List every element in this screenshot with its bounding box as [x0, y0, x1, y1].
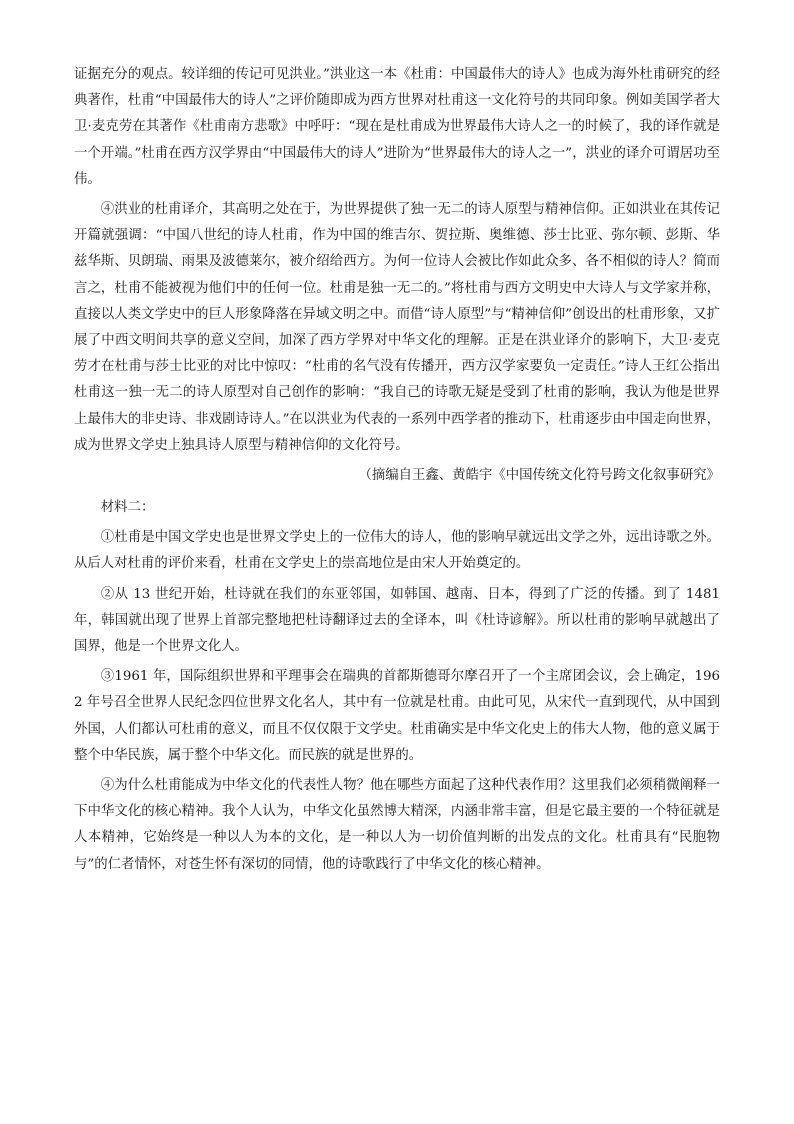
material-two-paragraph-1: ①杜甫是中国文学史也是世界文学史上的一位伟大的诗人，他的影响早就远出文学之外，远出诗歌之外。从后人对杜甫的评价来看，杜甫在文学史上的崇高地位是由宋人开始奠定的。	[74, 530, 720, 572]
paragraph-4: ④洪业的杜甫译介，其高明之处在于，为世界提供了独一无二的诗人原型与精神信仰。正如洪业在其传记开篇就强调：“中国八世纪的诗人杜甫，作为中国的维吉尔、贺拉斯、奥维德、莎士比亚、弥尔顿、彭斯、华兹华斯、贝朗瑞、雨果及波德莱尔，被介绍给西方。为何一位诗人会被比作如此众多、各不相似的诗人？简而言之，杜甫不能被视为他们中的任何一位。杜甫是独一无二的。”将杜甫与西方文明史中大诗人与文学家并称，直接以人类文学史中的巨人形象降落在异域文明之中。而借“诗人原型”与“精神信仰”创设出的杜甫形象，又扩展了中西文明间共享的意义空间，加深了西方学界对中华文化的理解。正是在洪业译介的影响下，大卫·麦克劳才在杜甫与莎士比亚的对比中惊叹：“杜甫的名气没有传播开，西方汉学家要负一定责任。”诗人王红公指出杜甫这一独一无二的诗人原型对自己创作的影响：“我自己的诗歌无疑是受到了杜甫的影响，我认为他是世界上最伟大的非史诗、非戏剧诗诗人。”在以洪业为代表的一系列中西学者的推动下，杜甫逐步由中国走向世界，成为世界文学史上独具诗人原型与精神信仰的文化符号。	[74, 202, 720, 453]
document-body	[74, 62, 720, 882]
source-citation: （摘编自王鑫、黄皓宇《中国传统文化符号跨文化叙事研究》	[358, 468, 720, 484]
paragraph-continued: 证据充分的观点。较详细的传记可见洪业。”洪业这一本《杜甫：中国最伟大的诗人》也成为海外杜甫研究的经典著作，杜甫“中国最伟大的诗人”之评价随即成为西方世界对杜甫这一文化符号的共同印象。例如美国学者大卫·麦克劳在其著作《杜甫南方悲歌》中呼吁：“现在是杜甫成为世界最伟大诗人之一的时候了，我的译作就是一个开端。”杜甫在西方汉学界由“中国最伟大的诗人”进阶为“世界最伟大的诗人之一”，洪业的译介可谓居功至伟。	[74, 67, 720, 187]
material-two-label: 材料二：	[100, 500, 155, 516]
material-two-paragraph-4: ④为什么杜甫能成为中华文化的代表性人物？他在哪些方面起了这种代表作用？这里我们必须稍微阐释一下中华文化的核心精神。我个人认为，中华文化虽然博大精深，内涵非常丰富，但是它最主要的一个特征就是人本精神，它始终是一种以人为本的文化，是一种以人为一切价值判断的出发点的文化。杜甫具有“民胞物与”的仁者情怀，对苍生怀有深切的同情，他的诗歌践行了中华文化的核心精神。	[74, 778, 720, 872]
material-two-paragraph-3: ③1961 年，国际组织世界和平理事会在瑞典的首都斯德哥尔摩召开了一个主席团会议，会上确定，1962 年号召全世界人民纪念四位世界文化名人，其中有一位就是杜甫。由此可见，从宋代一直到现代，从中国到外国，人们都认可杜甫的意义，而且不仅仅限于文学史。杜甫确实是中华文化史上的伟大人物，他的意义属于整个中华民族，属于整个中华文化。而民族的就是世界的。	[74, 669, 720, 763]
material-two-paragraph-2: ②从 13 世纪开始，杜诗就在我们的东亚邻国，如韩国、越南、日本，得到了广泛的传播。到了 1481 年，韩国就出现了世界上首部完整地把杜诗翻译过去的全译本，叫《杜诗谚解》。所以杜甫的影响早就越出了国界，他是一个世界文化人。	[74, 586, 720, 655]
